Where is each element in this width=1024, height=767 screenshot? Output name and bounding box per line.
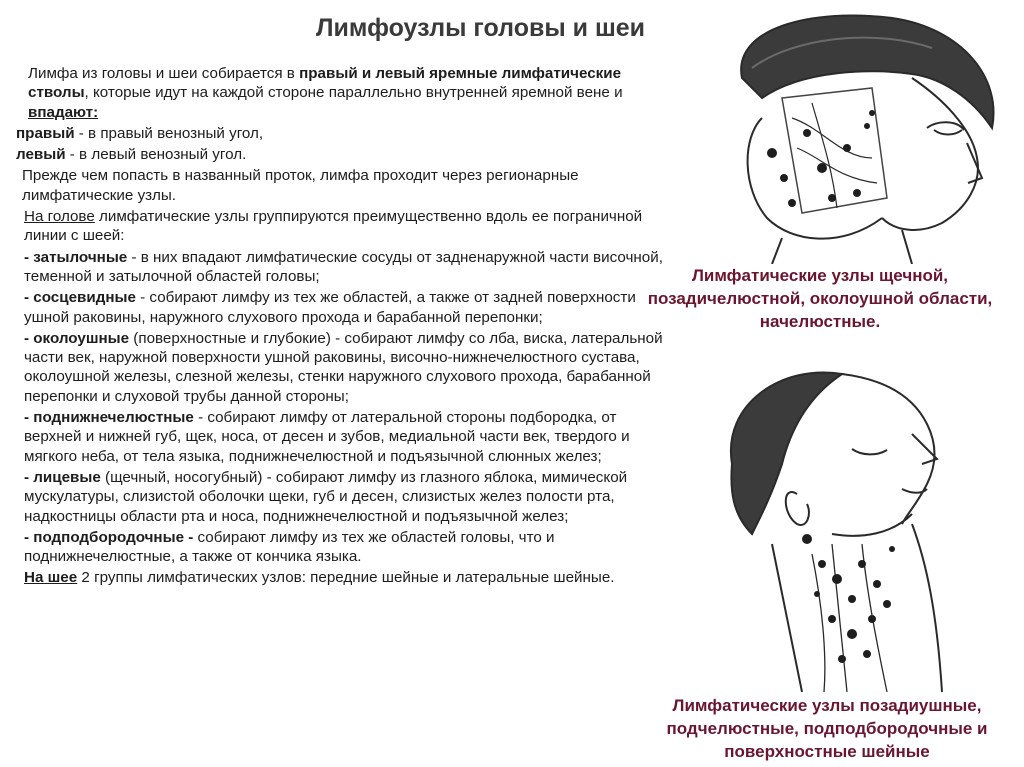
text-run: (поверхностные и глубокие) - собирают лимфу со лба, виска, латеральной части век, наружной поверхности ушной раковины, височно-нижнечелюстного сустава, околоушной железы, слезной железы, стенки наружного слухового прохода, барабанной перепонки и слуховой трубы данной стороны; bbox=[24, 329, 663, 405]
text-run: - в левый венозный угол. bbox=[65, 146, 247, 164]
text-run: - в них впадают лимфатические сосуды от задненаружной части височной, теменной и затылочной областей головы; bbox=[24, 248, 663, 285]
text-run: - собирают лимфу от латеральной стороны подбородка, от верхней и нижней губ, щек, носа, от десен и зубов, медиальной части век, твердого и мягкого неба, от тела языка, поднижнечелюстной и подъязычной слюнных желез; bbox=[24, 409, 630, 465]
paragraph-occipital bbox=[16, 248, 664, 287]
body-text bbox=[16, 64, 664, 588]
figure-caption-neck: Лимфатические узлы позадиушные, подчелюстные, подподбородочные и поверхностные шейные bbox=[666, 696, 988, 761]
figure-neck-lymph-nodes bbox=[712, 364, 968, 692]
page-title: Лимфоузлы головы и шеи bbox=[316, 14, 646, 42]
text-bold: левый bbox=[16, 146, 66, 164]
paragraph-parotid bbox=[16, 329, 664, 406]
text-bold: - поднижнечелюстные bbox=[24, 409, 194, 427]
text-run: - собирают лимфу из тех же областей, а также от задней поверхности ушной раковины, наружного слухового прохода и барабанной перепонки; bbox=[24, 289, 636, 326]
text-run: собирают лимфу из тех же областей головы, что и поднижнечелюстные, а также от кончика языка. bbox=[24, 528, 555, 566]
paragraph-regional: Прежде чем попасть в названный проток, лимфа проходит через регионарные лимфатические узлы. bbox=[22, 167, 579, 204]
text-bold: правый bbox=[16, 124, 75, 142]
text-bold: - затылочные bbox=[24, 248, 128, 266]
text-bold: - лицевые bbox=[24, 468, 101, 486]
text-run: лимфатические узлы группируются преимущественно вдоль ее пограничной линии с шеей: bbox=[24, 208, 643, 245]
paragraph-intro bbox=[16, 64, 664, 122]
text-bold: правый и левый яремные лимфатические стволы bbox=[28, 65, 622, 102]
text-bold: - сосцевидные bbox=[24, 289, 136, 307]
text-underlined: На голове bbox=[24, 208, 95, 226]
paragraph-right bbox=[16, 124, 664, 143]
text-bold-underlined: На шее bbox=[24, 569, 78, 587]
text-run: Лимфа из головы и шеи собирается в bbox=[28, 65, 300, 82]
paragraph-mastoid bbox=[16, 288, 664, 327]
figure-face-lymph-nodes bbox=[672, 8, 1016, 264]
text-run: 2 группы лимфатических узлов: передние шейные и латеральные шейные. bbox=[77, 569, 615, 587]
text-bold-underlined: впадают: bbox=[28, 103, 99, 121]
text-bold: - околоушные bbox=[24, 329, 130, 347]
paragraph-submandibular bbox=[16, 408, 664, 466]
text-bold: - подподбородочные - bbox=[24, 528, 194, 546]
text-run: , которые идут на каждой стороне параллельно внутренней яремной вене и bbox=[84, 84, 623, 102]
text-run: - в правый венозный угол, bbox=[74, 124, 264, 142]
paragraph-head bbox=[16, 207, 664, 246]
paragraph-left bbox=[16, 145, 664, 164]
paragraph-neck bbox=[16, 568, 664, 587]
figure-caption-face: Лимфатические узлы щечной, позадичелюстной, околоушной области, начелюстные. bbox=[647, 266, 993, 331]
text-run: (щечный, носогубный) - собирают лимфу из глазного яблока, мимической мускулатуры, слизистой оболочки щеки, губ и десен, слизистых желез полости рта, надкостницы области рта и носа, поднижнечелюстной и подъязычной желез; bbox=[24, 468, 628, 525]
paragraph-facial bbox=[16, 468, 664, 526]
paragraph-submental bbox=[16, 528, 664, 567]
